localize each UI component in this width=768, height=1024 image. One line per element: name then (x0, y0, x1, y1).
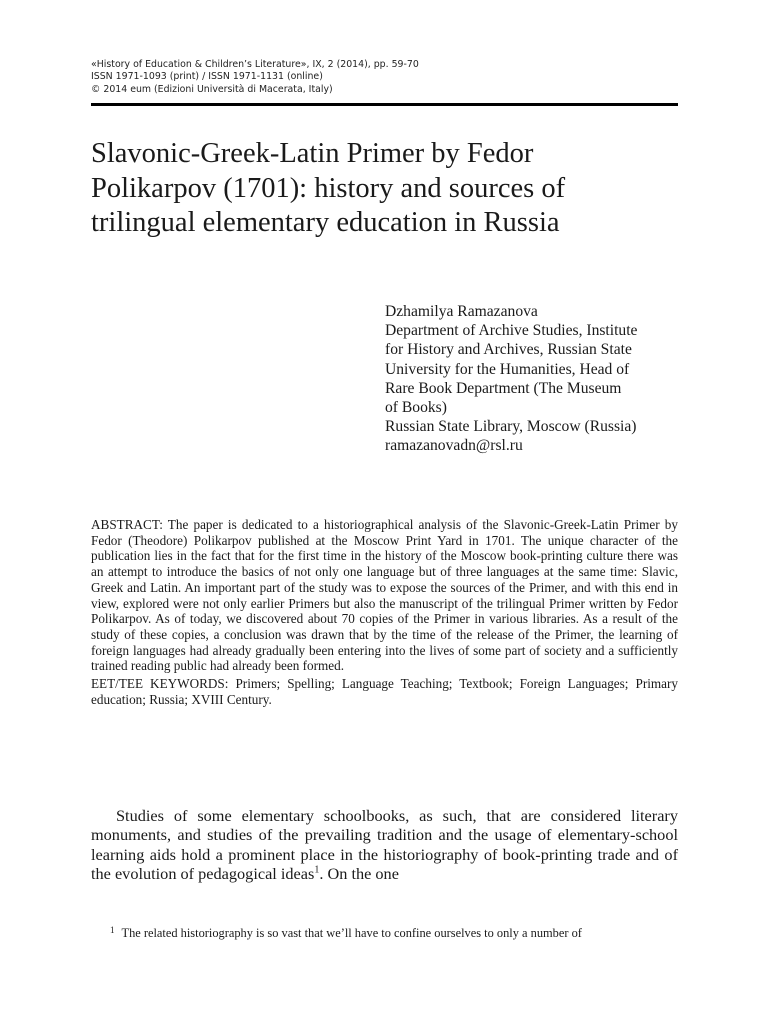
abstract-text: ABSTRACT: The paper is dedicated to a historiographical analysis of the Slavonic-Greek-Latin Primer by Fedor (Theodore) Polikarpov published at the Moscow Print Yard in 1701. The unique character of the publication lies in the fact that for the first time in the history of the Moscow book-printing culture there was an attempt to introduce the basics of not only one language but of three languages at the same time: Slavic, Greek and Latin. An important part of the study was to expose the sources of the Primer, and with this end in view, explored were not only earlier Primers but also the manuscript of the trilingual Primer written by Fedor Polikarpov. As of today, we discovered about 70 copies of the Primer in various libraries. As a result of the study of these copies, a conclusion was drawn that by the time of the release of the Primer, the learning of foreign languages had already gradually been entering into the lives of some part of society and a sufficiently trained reading public had already been formed. (91, 517, 678, 674)
author-affiliation: Rare Book Department (The Museum (385, 379, 622, 397)
author-email: ramazanovadn@rsl.ru (385, 437, 523, 455)
title-line: Slavonic-Greek-Latin Primer by Fedor (91, 138, 534, 169)
author-affiliation: University for the Humanities, Head of (385, 360, 630, 378)
title-line: Polikarpov (1701): history and sources of (91, 172, 566, 204)
journal-masthead (91, 59, 681, 96)
issn-line: ISSN 1971-1093 (print) / ISSN 1971-1131 (online) (91, 71, 323, 83)
author-name: Dzhamilya Ramazanova (385, 303, 538, 320)
title-line: trilingual elementary education in Russia (91, 207, 560, 238)
author-affiliation: Department of Archive Studies, Institute (385, 322, 638, 340)
journal-citation: «History of Education & Children’s Literature», IX, 2 (2014), pp. 59-70 (91, 59, 419, 70)
footnote-text: The related historiography is so vast that we’ll have to confine ourselves to only a number of (121, 926, 582, 940)
footnote-mark: 1 (110, 925, 115, 935)
author-affiliation: of Books) (385, 399, 447, 417)
author-institution: Russian State Library, Moscow (Russia) (385, 418, 637, 436)
author-block (385, 302, 685, 456)
header-rule (91, 103, 678, 106)
footnote (91, 926, 678, 942)
author-affiliation: for History and Archives, Russian State (385, 341, 632, 359)
keywords: EET/TEE KEYWORDS: Primers; Spelling; Language Teaching; Textbook; Foreign Languages; Primary education; Russia; XVIII Century. (91, 676, 678, 707)
abstract-section (91, 517, 678, 707)
body-text: Studies of some elementary schoolbooks, as such, that are considered literary monuments, and studies of the prevailing tradition and the usage of elementary-school learning aids hold a prominent place in the historiography of book-printing trade and of the evolution of pedagogical ideas (91, 806, 678, 884)
article-title (91, 137, 691, 241)
footnote-reference: 1 (314, 864, 320, 876)
body-text-tail: . On the one (319, 864, 399, 884)
copyright-line: © 2014 eum (Edizioni Università di Macerata, Italy) (91, 83, 333, 95)
body-paragraph (91, 806, 678, 884)
